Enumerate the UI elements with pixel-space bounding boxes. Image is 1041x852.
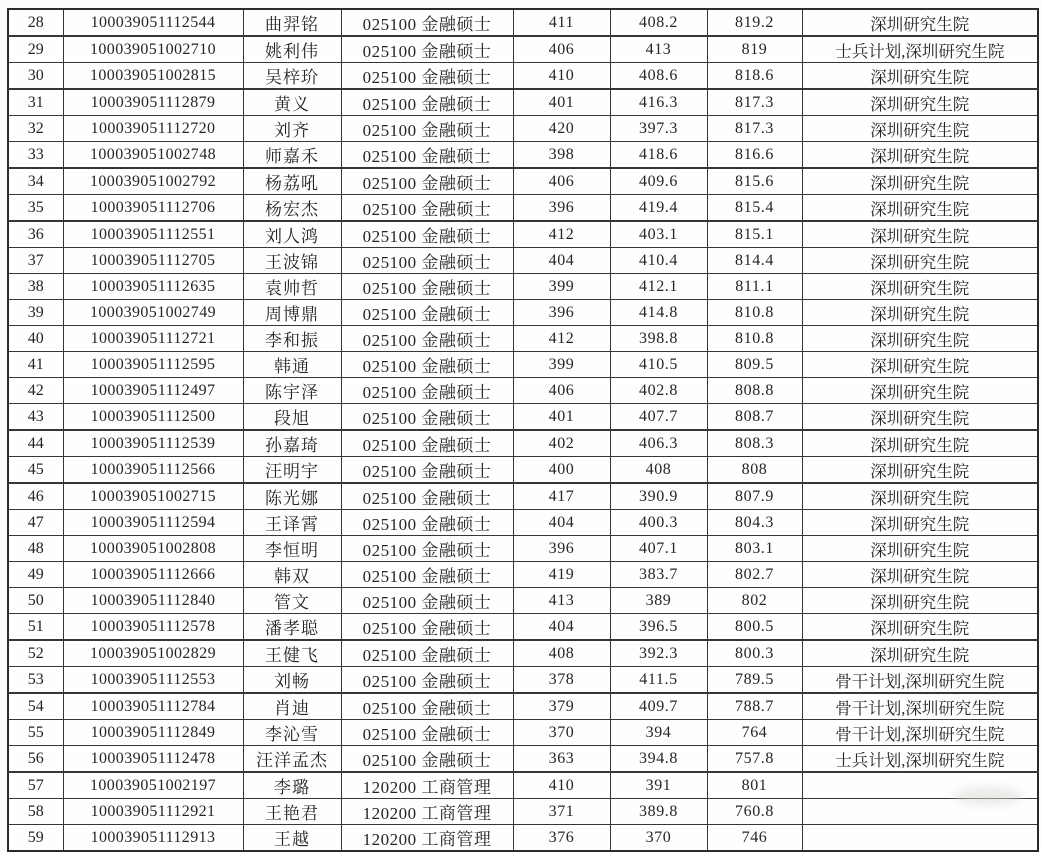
cell-name: 刘畅 <box>243 667 341 694</box>
cell-retest-score: 409.7 <box>610 693 707 720</box>
cell-initial-score: 410 <box>513 63 610 90</box>
cell-program: 025100 金融硕士 <box>341 746 513 773</box>
table-row <box>8 562 1038 588</box>
cell-remarks: 深圳研究生院 <box>802 404 1038 431</box>
cell-total-score: 817.3 <box>707 89 802 116</box>
cell-remarks: 骨干计划,深圳研究生院 <box>802 693 1038 720</box>
cell-retest-score: 403.1 <box>610 221 707 248</box>
table-row <box>8 483 1038 510</box>
cell-remarks <box>802 799 1038 825</box>
cell-name: 陈光娜 <box>243 483 341 510</box>
cell-program: 025100 金融硕士 <box>341 404 513 431</box>
cell-name: 段旭 <box>243 404 341 431</box>
cell-retest-score: 407.1 <box>610 536 707 562</box>
cell-candidate-id: 100039051112921 <box>63 799 243 825</box>
cell-total-score: 816.6 <box>707 142 802 169</box>
cell-program: 025100 金融硕士 <box>341 142 513 169</box>
cell-name: 孙嘉琦 <box>243 430 341 457</box>
cell-program: 025100 金融硕士 <box>341 693 513 720</box>
cell-rank: 43 <box>8 404 63 431</box>
table-row <box>8 693 1038 720</box>
cell-total-score: 746 <box>707 825 802 852</box>
cell-remarks: 深圳研究生院 <box>802 536 1038 562</box>
cell-name: 王译霄 <box>243 510 341 536</box>
cell-retest-score: 406.3 <box>610 430 707 457</box>
cell-initial-score: 363 <box>513 746 610 773</box>
cell-name: 汪明宇 <box>243 457 341 484</box>
cell-program: 025100 金融硕士 <box>341 588 513 614</box>
table-row <box>8 142 1038 169</box>
cell-remarks: 深圳研究生院 <box>802 89 1038 116</box>
cell-retest-score: 394.8 <box>610 746 707 773</box>
cell-remarks: 骨干计划,深圳研究生院 <box>802 667 1038 694</box>
cell-rank: 44 <box>8 430 63 457</box>
cell-initial-score: 404 <box>513 510 610 536</box>
cell-remarks: 深圳研究生院 <box>802 457 1038 484</box>
cell-name: 管文 <box>243 588 341 614</box>
table-row <box>8 536 1038 562</box>
table-row <box>8 772 1038 799</box>
cell-program: 120200 工商管理 <box>341 799 513 825</box>
cell-program: 025100 金融硕士 <box>341 326 513 352</box>
table-row <box>8 195 1038 222</box>
cell-candidate-id: 100039051002829 <box>63 640 243 667</box>
cell-remarks: 深圳研究生院 <box>802 510 1038 536</box>
cell-initial-score: 396 <box>513 536 610 562</box>
cell-program: 120200 工商管理 <box>341 772 513 799</box>
cell-total-score: 757.8 <box>707 746 802 773</box>
cell-total-score: 808.3 <box>707 430 802 457</box>
cell-remarks: 深圳研究生院 <box>802 221 1038 248</box>
cell-name: 袁帅哲 <box>243 274 341 300</box>
cell-rank: 55 <box>8 720 63 746</box>
cell-retest-score: 408 <box>610 457 707 484</box>
cell-rank: 52 <box>8 640 63 667</box>
cell-initial-score: 408 <box>513 640 610 667</box>
cell-initial-score: 379 <box>513 693 610 720</box>
cell-rank: 56 <box>8 746 63 773</box>
cell-remarks: 深圳研究生院 <box>802 483 1038 510</box>
cell-total-score: 803.1 <box>707 536 802 562</box>
cell-name: 李恒明 <box>243 536 341 562</box>
cell-remarks <box>802 825 1038 852</box>
cell-rank: 48 <box>8 536 63 562</box>
cell-total-score: 802.7 <box>707 562 802 588</box>
table-row <box>8 825 1038 852</box>
cell-candidate-id: 100039051002715 <box>63 483 243 510</box>
cell-candidate-id: 100039051112497 <box>63 378 243 404</box>
cell-retest-score: 418.6 <box>610 142 707 169</box>
table-row <box>8 640 1038 667</box>
cell-candidate-id: 100039051002710 <box>63 36 243 63</box>
cell-rank: 59 <box>8 825 63 852</box>
cell-candidate-id: 100039051002748 <box>63 142 243 169</box>
cell-total-score: 809.5 <box>707 352 802 378</box>
cell-remarks: 深圳研究生院 <box>802 168 1038 195</box>
cell-retest-score: 390.9 <box>610 483 707 510</box>
cell-initial-score: 410 <box>513 772 610 799</box>
cell-name: 曲羿铭 <box>243 9 341 36</box>
cell-rank: 30 <box>8 63 63 90</box>
table-row <box>8 352 1038 378</box>
cell-name: 潘孝聪 <box>243 614 341 641</box>
cell-retest-score: 398.8 <box>610 326 707 352</box>
table-body <box>8 9 1038 851</box>
cell-program: 025100 金融硕士 <box>341 457 513 484</box>
cell-candidate-id: 100039051112566 <box>63 457 243 484</box>
cell-name: 王波锦 <box>243 248 341 274</box>
cell-total-score: 817.3 <box>707 116 802 142</box>
cell-rank: 41 <box>8 352 63 378</box>
table-row <box>8 89 1038 116</box>
cell-remarks: 骨干计划,深圳研究生院 <box>802 720 1038 746</box>
table-row <box>8 404 1038 431</box>
table-row <box>8 168 1038 195</box>
cell-program: 025100 金融硕士 <box>341 510 513 536</box>
cell-retest-score: 408.6 <box>610 63 707 90</box>
cell-initial-score: 412 <box>513 221 610 248</box>
cell-retest-score: 392.3 <box>610 640 707 667</box>
cell-rank: 29 <box>8 36 63 63</box>
cell-retest-score: 416.3 <box>610 89 707 116</box>
cell-initial-score: 398 <box>513 142 610 169</box>
cell-retest-score: 408.2 <box>610 9 707 36</box>
cell-total-score: 818.6 <box>707 63 802 90</box>
cell-retest-score: 409.6 <box>610 168 707 195</box>
cell-total-score: 808 <box>707 457 802 484</box>
cell-program: 025100 金融硕士 <box>341 274 513 300</box>
cell-initial-score: 420 <box>513 116 610 142</box>
cell-retest-score: 402.8 <box>610 378 707 404</box>
cell-remarks: 深圳研究生院 <box>802 195 1038 222</box>
cell-rank: 45 <box>8 457 63 484</box>
cell-rank: 57 <box>8 772 63 799</box>
cell-remarks: 深圳研究生院 <box>802 352 1038 378</box>
cell-program: 025100 金融硕士 <box>341 720 513 746</box>
cell-initial-score: 399 <box>513 274 610 300</box>
cell-candidate-id: 100039051112635 <box>63 274 243 300</box>
cell-candidate-id: 100039051112720 <box>63 116 243 142</box>
cell-name: 王健飞 <box>243 640 341 667</box>
cell-retest-score: 370 <box>610 825 707 852</box>
cell-retest-score: 411.5 <box>610 667 707 694</box>
cell-initial-score: 406 <box>513 378 610 404</box>
cell-remarks: 深圳研究生院 <box>802 9 1038 36</box>
cell-candidate-id: 100039051002808 <box>63 536 243 562</box>
cell-retest-score: 397.3 <box>610 116 707 142</box>
cell-initial-score: 404 <box>513 248 610 274</box>
cell-rank: 51 <box>8 614 63 641</box>
cell-retest-score: 414.8 <box>610 300 707 326</box>
cell-rank: 49 <box>8 562 63 588</box>
cell-program: 025100 金融硕士 <box>341 248 513 274</box>
cell-rank: 37 <box>8 248 63 274</box>
cell-rank: 36 <box>8 221 63 248</box>
cell-remarks: 深圳研究生院 <box>802 640 1038 667</box>
cell-name: 王越 <box>243 825 341 852</box>
cell-initial-score: 396 <box>513 195 610 222</box>
cell-retest-score: 412.1 <box>610 274 707 300</box>
cell-candidate-id: 100039051112578 <box>63 614 243 641</box>
cell-rank: 31 <box>8 89 63 116</box>
cell-rank: 47 <box>8 510 63 536</box>
cell-initial-score: 417 <box>513 483 610 510</box>
cell-name: 刘人鸿 <box>243 221 341 248</box>
cell-remarks: 深圳研究生院 <box>802 562 1038 588</box>
cell-total-score: 789.5 <box>707 667 802 694</box>
cell-retest-score: 400.3 <box>610 510 707 536</box>
table-row <box>8 9 1038 36</box>
cell-total-score: 814.4 <box>707 248 802 274</box>
cell-program: 025100 金融硕士 <box>341 168 513 195</box>
cell-rank: 50 <box>8 588 63 614</box>
cell-total-score: 801 <box>707 772 802 799</box>
cell-total-score: 802 <box>707 588 802 614</box>
cell-candidate-id: 100039051112879 <box>63 89 243 116</box>
table-row <box>8 667 1038 694</box>
cell-remarks: 士兵计划,深圳研究生院 <box>802 746 1038 773</box>
cell-total-score: 800.3 <box>707 640 802 667</box>
cell-program: 025100 金融硕士 <box>341 483 513 510</box>
cell-retest-score: 391 <box>610 772 707 799</box>
cell-program: 025100 金融硕士 <box>341 614 513 641</box>
cell-candidate-id: 100039051112840 <box>63 588 243 614</box>
cell-initial-score: 401 <box>513 89 610 116</box>
cell-retest-score: 410.5 <box>610 352 707 378</box>
cell-total-score: 807.9 <box>707 483 802 510</box>
cell-initial-score: 396 <box>513 300 610 326</box>
cell-name: 李璐 <box>243 772 341 799</box>
cell-remarks: 深圳研究生院 <box>802 248 1038 274</box>
cell-initial-score: 413 <box>513 588 610 614</box>
cell-remarks <box>802 772 1038 799</box>
cell-total-score: 815.6 <box>707 168 802 195</box>
cell-remarks: 深圳研究生院 <box>802 300 1038 326</box>
cell-candidate-id: 100039051112706 <box>63 195 243 222</box>
cell-program: 025100 金融硕士 <box>341 562 513 588</box>
table-row <box>8 221 1038 248</box>
cell-rank: 38 <box>8 274 63 300</box>
cell-total-score: 810.8 <box>707 326 802 352</box>
cell-program: 025100 金融硕士 <box>341 640 513 667</box>
cell-rank: 58 <box>8 799 63 825</box>
cell-rank: 34 <box>8 168 63 195</box>
cell-program: 025100 金融硕士 <box>341 352 513 378</box>
table-row <box>8 63 1038 90</box>
cell-name: 韩通 <box>243 352 341 378</box>
cell-program: 025100 金融硕士 <box>341 221 513 248</box>
cell-remarks: 深圳研究生院 <box>802 326 1038 352</box>
cell-program: 025100 金融硕士 <box>341 89 513 116</box>
table-row <box>8 746 1038 773</box>
cell-remarks: 深圳研究生院 <box>802 63 1038 90</box>
cell-name: 韩双 <box>243 562 341 588</box>
cell-total-score: 800.5 <box>707 614 802 641</box>
table-row <box>8 116 1038 142</box>
cell-candidate-id: 100039051112705 <box>63 248 243 274</box>
cell-candidate-id: 100039051112594 <box>63 510 243 536</box>
cell-candidate-id: 100039051112666 <box>63 562 243 588</box>
cell-total-score: 764 <box>707 720 802 746</box>
cell-candidate-id: 100039051112913 <box>63 825 243 852</box>
table-row <box>8 430 1038 457</box>
cell-total-score: 788.7 <box>707 693 802 720</box>
cell-candidate-id: 100039051112551 <box>63 221 243 248</box>
cell-program: 025100 金融硕士 <box>341 300 513 326</box>
cell-retest-score: 396.5 <box>610 614 707 641</box>
cell-program: 025100 金融硕士 <box>341 536 513 562</box>
table-row <box>8 799 1038 825</box>
cell-initial-score: 402 <box>513 430 610 457</box>
cell-total-score: 808.8 <box>707 378 802 404</box>
cell-program: 025100 金融硕士 <box>341 63 513 90</box>
table-row <box>8 457 1038 484</box>
cell-program: 025100 金融硕士 <box>341 378 513 404</box>
cell-name: 李沁雪 <box>243 720 341 746</box>
cell-name: 汪洋孟杰 <box>243 746 341 773</box>
cell-initial-score: 370 <box>513 720 610 746</box>
cell-candidate-id: 100039051112500 <box>63 404 243 431</box>
cell-retest-score: 419.4 <box>610 195 707 222</box>
cell-name: 姚利伟 <box>243 36 341 63</box>
cell-total-score: 760.8 <box>707 799 802 825</box>
cell-total-score: 811.1 <box>707 274 802 300</box>
cell-rank: 40 <box>8 326 63 352</box>
cell-candidate-id: 100039051002792 <box>63 168 243 195</box>
cell-initial-score: 412 <box>513 326 610 352</box>
cell-remarks: 深圳研究生院 <box>802 588 1038 614</box>
cell-program: 025100 金融硕士 <box>341 116 513 142</box>
cell-name: 周博鼎 <box>243 300 341 326</box>
cell-rank: 39 <box>8 300 63 326</box>
cell-initial-score: 419 <box>513 562 610 588</box>
cell-retest-score: 383.7 <box>610 562 707 588</box>
cell-rank: 32 <box>8 116 63 142</box>
cell-initial-score: 378 <box>513 667 610 694</box>
cell-remarks: 深圳研究生院 <box>802 116 1038 142</box>
cell-rank: 28 <box>8 9 63 36</box>
cell-name: 肖迪 <box>243 693 341 720</box>
cell-program: 025100 金融硕士 <box>341 9 513 36</box>
cell-name: 师嘉禾 <box>243 142 341 169</box>
cell-remarks: 深圳研究生院 <box>802 142 1038 169</box>
cell-program: 025100 金融硕士 <box>341 195 513 222</box>
cell-total-score: 815.1 <box>707 221 802 248</box>
cell-initial-score: 401 <box>513 404 610 431</box>
cell-name: 黄义 <box>243 89 341 116</box>
cell-remarks: 深圳研究生院 <box>802 614 1038 641</box>
cell-total-score: 810.8 <box>707 300 802 326</box>
cell-total-score: 804.3 <box>707 510 802 536</box>
table-row <box>8 274 1038 300</box>
cell-candidate-id: 100039051112784 <box>63 693 243 720</box>
cell-candidate-id: 100039051112721 <box>63 326 243 352</box>
cell-retest-score: 389.8 <box>610 799 707 825</box>
cell-candidate-id: 100039051002749 <box>63 300 243 326</box>
cell-rank: 46 <box>8 483 63 510</box>
cell-rank: 54 <box>8 693 63 720</box>
cell-rank: 33 <box>8 142 63 169</box>
cell-name: 王艳君 <box>243 799 341 825</box>
cell-remarks: 深圳研究生院 <box>802 430 1038 457</box>
table-row <box>8 36 1038 63</box>
cell-candidate-id: 100039051112478 <box>63 746 243 773</box>
table-row <box>8 720 1038 746</box>
table-row <box>8 326 1038 352</box>
table-row <box>8 614 1038 641</box>
cell-initial-score: 376 <box>513 825 610 852</box>
cell-candidate-id: 100039051112849 <box>63 720 243 746</box>
cell-candidate-id: 100039051002815 <box>63 63 243 90</box>
cell-initial-score: 406 <box>513 168 610 195</box>
cell-remarks: 深圳研究生院 <box>802 274 1038 300</box>
cell-candidate-id: 100039051112553 <box>63 667 243 694</box>
cell-remarks: 士兵计划,深圳研究生院 <box>802 36 1038 63</box>
cell-name: 李和振 <box>243 326 341 352</box>
admission-score-table <box>7 8 1039 852</box>
table-row <box>8 510 1038 536</box>
cell-initial-score: 406 <box>513 36 610 63</box>
cell-retest-score: 389 <box>610 588 707 614</box>
cell-name: 陈宇泽 <box>243 378 341 404</box>
cell-total-score: 815.4 <box>707 195 802 222</box>
cell-initial-score: 411 <box>513 9 610 36</box>
cell-retest-score: 410.4 <box>610 248 707 274</box>
cell-name: 吴梓玠 <box>243 63 341 90</box>
cell-initial-score: 400 <box>513 457 610 484</box>
cell-candidate-id: 100039051112544 <box>63 9 243 36</box>
cell-program: 025100 金融硕士 <box>341 667 513 694</box>
table-row <box>8 248 1038 274</box>
cell-retest-score: 413 <box>610 36 707 63</box>
cell-candidate-id: 100039051002197 <box>63 772 243 799</box>
cell-remarks: 深圳研究生院 <box>802 378 1038 404</box>
cell-initial-score: 399 <box>513 352 610 378</box>
cell-total-score: 819.2 <box>707 9 802 36</box>
cell-total-score: 808.7 <box>707 404 802 431</box>
cell-rank: 53 <box>8 667 63 694</box>
cell-rank: 35 <box>8 195 63 222</box>
table-row <box>8 300 1038 326</box>
cell-candidate-id: 100039051112539 <box>63 430 243 457</box>
cell-program: 025100 金融硕士 <box>341 430 513 457</box>
cell-total-score: 819 <box>707 36 802 63</box>
table-row <box>8 378 1038 404</box>
cell-name: 刘齐 <box>243 116 341 142</box>
cell-candidate-id: 100039051112595 <box>63 352 243 378</box>
cell-rank: 42 <box>8 378 63 404</box>
cell-initial-score: 404 <box>513 614 610 641</box>
cell-retest-score: 394 <box>610 720 707 746</box>
table-row <box>8 588 1038 614</box>
cell-name: 杨荔吼 <box>243 168 341 195</box>
cell-initial-score: 371 <box>513 799 610 825</box>
cell-program: 120200 工商管理 <box>341 825 513 852</box>
cell-name: 杨宏杰 <box>243 195 341 222</box>
cell-program: 025100 金融硕士 <box>341 36 513 63</box>
cell-retest-score: 407.7 <box>610 404 707 431</box>
